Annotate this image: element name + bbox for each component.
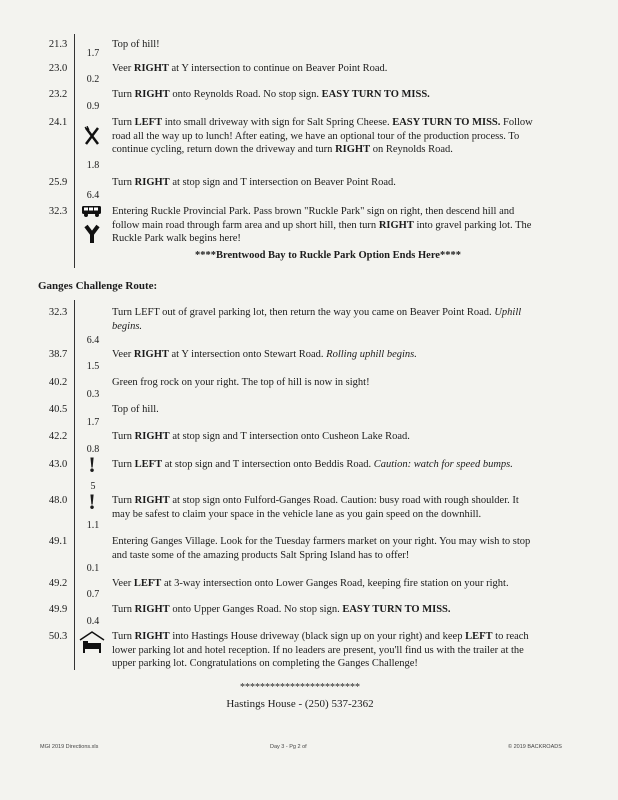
mileage: 49.1 (48, 536, 68, 547)
segment-distance: 5 (90, 481, 96, 492)
step-text: Green frog rock on your right. The top of hill is now in sight! (112, 377, 370, 388)
contact-line: Hastings House - (250) 537-2362 (226, 698, 374, 710)
exclamation-icon: ! (88, 452, 96, 477)
step-text: Turn RIGHT at stop sign onto Fulford-Ganges Road. Caution: busy road with rough shoulder. It may be safest to claim your space in the vehicle lane as you gain speed on the downhill. (112, 495, 519, 520)
step-text: Entering Ganges Village. Look for the Tuesday farmers market on your right. You may wish to stop and taste some of the amazing products Salt Spring Island has to offer! (112, 536, 531, 561)
mileage: 25.9 (48, 177, 68, 188)
segment-distance: 1.1 (86, 520, 100, 531)
mileage: 42.2 (48, 431, 68, 442)
footer-copyright: © 2019 BACKROADS (508, 744, 562, 750)
mileage: 32.3 (48, 206, 68, 217)
fork-knife-icon (80, 126, 104, 151)
mileage: 32.3 (48, 307, 68, 318)
bed-icon (78, 630, 106, 661)
mileage: 43.0 (48, 459, 68, 470)
footer-page: Day 3 - Pg 2 of (270, 744, 307, 750)
footer-filename: MGI 2019 Directions.xls (40, 744, 99, 750)
step-text: Turn RIGHT onto Reynolds Road. No stop sign. EASY TURN TO MISS. (112, 89, 430, 100)
step-text: Turn RIGHT at stop sign and T intersection on Beaver Point Road. (112, 177, 396, 188)
ganges-section-title: Ganges Challenge Route: (38, 280, 158, 292)
van-icon (80, 204, 104, 223)
step-text: Veer RIGHT at Y intersection onto Stewart Road. Rolling uphill begins. (112, 349, 417, 360)
segment-distance: 6.4 (86, 190, 100, 201)
step-text: Turn LEFT at stop sign and T intersection onto Beddis Road. Caution: watch for speed bumps. (112, 459, 513, 470)
segment-distance: 0.4 (86, 616, 100, 627)
segment-distance: 1.8 (86, 160, 100, 171)
segment-distance: 0.9 (86, 101, 100, 112)
step-text: Top of hill! (112, 39, 160, 50)
exclamation-icon: ! (88, 489, 96, 514)
segment-distance: 0.8 (86, 444, 100, 455)
step-text: Entering Ruckle Provincial Park. Pass brown "Ruckle Park" sign on right, then descend hill and follow main road through farm area and up short hill, then turn RIGHT into gravel parking lot. The Ruckle Park walk begins here! (112, 206, 532, 244)
segment-distance: 6.4 (86, 335, 100, 346)
option-ends-note: ****Brentwood Bay to Ruckle Park Option Ends Here**** (195, 250, 461, 261)
step-text: Veer RIGHT at Y intersection to continue on Beaver Point Road. (112, 63, 388, 74)
mileage: 24.1 (48, 117, 68, 128)
segment-distance: 0.1 (86, 563, 100, 574)
step-text: Top of hill. (112, 404, 159, 415)
step-text: Turn RIGHT onto Upper Ganges Road. No stop sign. EASY TURN TO MISS. (112, 604, 451, 615)
segment-distance: 0.3 (86, 389, 100, 400)
segment-distance: 1.5 (86, 361, 100, 372)
segment-distance: 0.7 (86, 589, 100, 600)
y-junction-icon (80, 224, 104, 249)
step-text: Turn LEFT out of gravel parking lot, then return the way you came on Beaver Point Road. Uphill begins. (112, 307, 522, 332)
mileage: 49.9 (48, 604, 68, 615)
step-text: Veer LEFT at 3-way intersection onto Lower Ganges Road, keeping fire station on your right. (112, 578, 509, 589)
step-text: Turn RIGHT at stop sign and T intersection onto Cusheon Lake Road. (112, 431, 410, 442)
stars-divider: ************************ (240, 682, 360, 693)
mileage: 50.3 (48, 631, 68, 642)
segment-distance: 1.7 (86, 417, 100, 428)
step-text: Turn RIGHT into Hastings House driveway (black sign up on your right) and keep LEFT to reach lower parking lot and hotel reception. If no leaders are present, you'll find us with the trailer at the upper parking lot. Congratulations on completing the Ganges Challenge! (112, 631, 529, 669)
mileage: 40.5 (48, 404, 68, 415)
segment-distance: 1.7 (86, 48, 100, 59)
mileage: 38.7 (48, 349, 68, 360)
mileage: 23.2 (48, 89, 68, 100)
mileage: 21.3 (48, 39, 68, 50)
mileage: 48.0 (48, 495, 68, 506)
mileage: 23.0 (48, 63, 68, 74)
mileage: 40.2 (48, 377, 68, 388)
mileage: 49.2 (48, 578, 68, 589)
segment-distance: 0.2 (86, 74, 100, 85)
step-text: Turn LEFT into small driveway with sign for Salt Spring Cheese. EASY TURN TO MISS. Follow road all the way up to lunch! After eating, we have an optional tour of the production process. To continue cycling, return down the driveway and turn RIGHT on Reynolds Road. (112, 117, 533, 155)
